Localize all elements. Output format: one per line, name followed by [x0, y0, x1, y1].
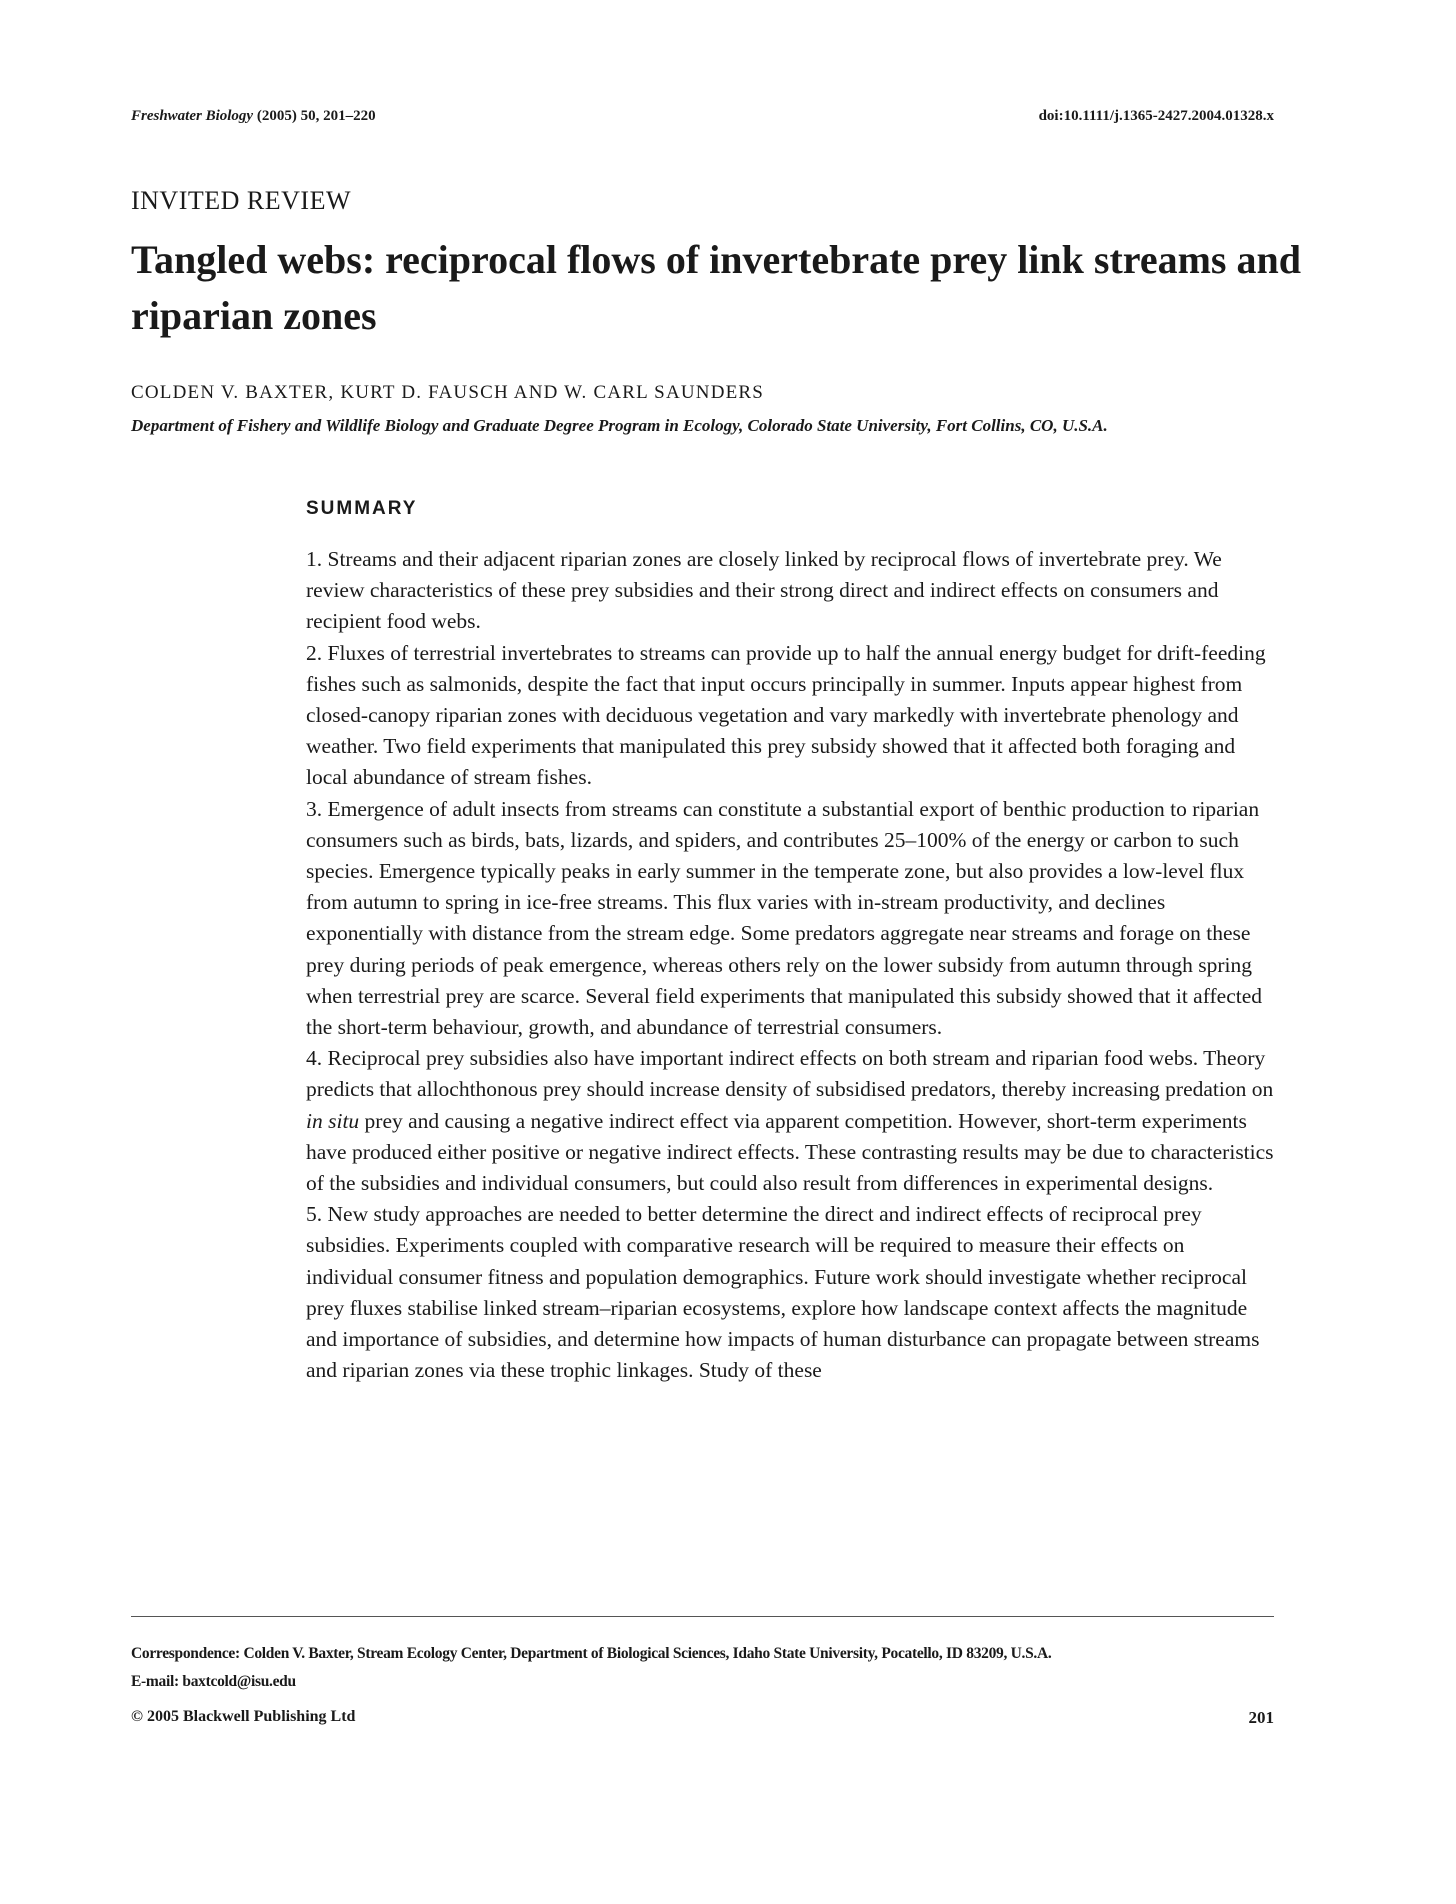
- correspondence-email[interactable]: E-mail: baxtcold@isu.edu: [131, 1673, 296, 1690]
- summary-point-4-italic: in situ: [306, 1108, 360, 1133]
- summary-point-1: 1. Streams and their adjacent riparian zones are closely linked by reciprocal flows of invertebrate prey. We review characteristics of these prey subsidies and their strong direct and indirect effects on consumers and recipient food webs.: [306, 547, 1222, 634]
- citation: (2005) 50, 201–220: [256, 108, 376, 124]
- summary-heading: SUMMARY: [306, 498, 418, 519]
- affiliation: Department of Fishery and Wildlife Biology and Graduate Degree Program in Ecology, Colorado State University, Fort Collins, CO, U.S.A.: [131, 416, 1108, 435]
- summary-point-4-text-a: 4. Reciprocal prey subsidies also have important indirect effects on both stream and riparian food webs. Theory predicts that allochthonous prey should increase density of subsidised predators, thereby increasing predation on: [306, 1046, 1274, 1102]
- footnote-divider: [131, 1616, 1274, 1617]
- copyright: © 2005 Blackwell Publishing Ltd: [131, 1708, 356, 1725]
- correspondence-note: [131, 1640, 1281, 1696]
- summary-point-4: [306, 1043, 1274, 1199]
- summary-section: [306, 498, 1274, 1386]
- summary-point-5: 5. New study approaches are needed to better determine the direct and indirect effects of reciprocal prey subsidies. Experiments coupled with comparative research will be required to measure their effects on individual consumer fitness and population demographics. Future work should investigate whether reciprocal prey fluxes stabilise linked stream–riparian ecosystems, explore how landscape context affects the magnitude and importance of subsidies, and determine how impacts of human disturbance can propagate between streams and riparian zones via these trophic linkages. Study of these: [306, 1202, 1260, 1383]
- journal-name: Freshwater Biology: [131, 108, 254, 124]
- journal-citation: [131, 108, 376, 125]
- summary-point-4-text-b: prey and causing a negative indirect effect via apparent competition. However, short-term experiments have produced either positive or negative indirect effects. These contrasting results may be due to characteristics of the subsidies and individual consumers, but could also result from differences in experimental designs.: [306, 1108, 1274, 1196]
- page-number: 201: [1248, 1708, 1274, 1727]
- summary-point-3: 3. Emergence of adult insects from streams can constitute a substantial export of benthic production to riparian consumers such as birds, bats, lizards, and spiders, and contributes 25–100% of the energy or carbon to such species. Emergence typically peaks in early summer in the temperate zone, but also provides a low-level flux from autumn to spring in ice-free streams. This flux varies with in-stream productivity, and declines exponentially with distance from the stream edge. Some predators aggregate near streams and forage on these prey during periods of peak emergence, whereas others rely on the lower subsidy from autumn through spring when terrestrial prey are scarce. Several field experiments that manipulated this subsidy showed that it affected the short-term behaviour, growth, and abundance of terrestrial consumers.: [306, 796, 1263, 1040]
- article-title: Tangled webs: reciprocal flows of invertebrate prey link streams and riparian zones: [131, 237, 1301, 338]
- page-footer: [131, 1708, 1274, 1732]
- running-head: [131, 108, 1274, 132]
- doi: doi:10.1111/j.1365-2427.2004.01328.x: [1038, 108, 1274, 124]
- correspondence-address: Correspondence: Colden V. Baxter, Stream Ecology Center, Department of Biological Sciences, Idaho State University, Pocatello, ID 83209, U.S.A.: [131, 1645, 1052, 1662]
- authors: COLDEN V. BAXTER, KURT D. FAUSCH AND W. CARL SAUNDERS: [131, 382, 765, 403]
- summary-point-2: 2. Fluxes of terrestrial invertebrates to streams can provide up to half the annual energy budget for drift-feeding fishes such as salmonids, despite the fact that input occurs principally in summer. Inputs appear highest from closed-canopy riparian zones with deciduous vegetation and vary markedly with invertebrate phenology and weather. Two field experiments that manipulated this prey subsidy showed that it affected both foraging and local abundance of stream fishes.: [306, 640, 1266, 790]
- section-label: INVITED REVIEW: [131, 186, 351, 215]
